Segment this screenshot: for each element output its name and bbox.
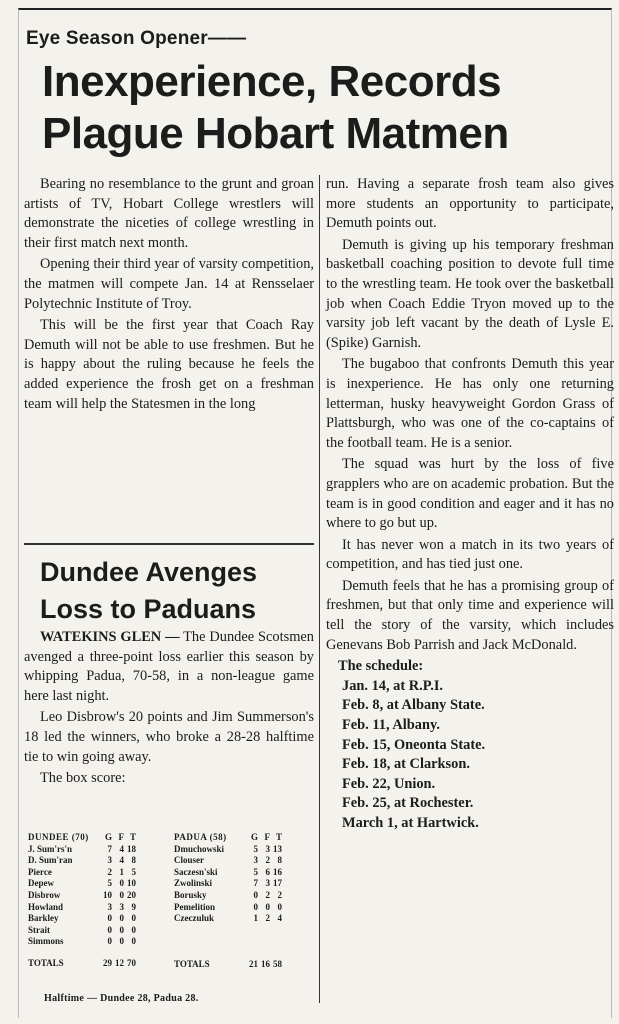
- team-header-row: [28, 832, 136, 844]
- team-name: PADUA (58): [174, 832, 227, 842]
- schedule-list: [326, 677, 614, 834]
- paragraph: Opening their third year of varsity competition, the matmen will compete Jan. 14 at Rensselaer Polytechnic Institute of Troy.: [24, 256, 314, 312]
- player-stat: 0: [253, 901, 258, 912]
- player-stat: 0: [119, 936, 124, 947]
- player-row: [28, 844, 136, 856]
- schedule-item: Feb. 8, at Albany State.: [342, 697, 485, 714]
- headline: [42, 56, 612, 160]
- player-stat: 0: [131, 936, 136, 947]
- player-stat: 0: [107, 924, 112, 935]
- col-head: F: [118, 832, 124, 842]
- player-name: Clouser: [174, 855, 204, 866]
- schedule-heading: The schedule:: [338, 658, 424, 675]
- player-stat: 1: [253, 913, 258, 924]
- player-row: [174, 844, 282, 856]
- paragraph: The bugaboo that confronts Demuth this year is inexperience. He has only one returning letterman, husky heavyweight Gordon Grass of Plattsburgh, who was one of the co-captains of the football team. He is a senior.: [326, 356, 614, 451]
- player-row: [174, 867, 282, 879]
- player-row: [174, 890, 282, 902]
- col-head: F: [264, 832, 270, 842]
- player-stat: 2: [265, 855, 270, 866]
- box-score-padua: [174, 832, 282, 971]
- player-stat: 5: [253, 866, 258, 877]
- player-name: Pierce: [28, 866, 52, 877]
- schedule-item: Jan. 14, at R.P.I.: [342, 677, 444, 694]
- player-stat: 1: [119, 866, 124, 877]
- schedule-item: March 1, at Hartwick.: [342, 815, 479, 831]
- player-stat: 20: [127, 889, 136, 900]
- player-stat: 8: [131, 855, 136, 866]
- player-stat: 10: [103, 889, 112, 900]
- player-name: Borusky: [174, 889, 207, 900]
- player-stat: 3: [265, 878, 270, 889]
- player-stat: 0: [119, 878, 124, 889]
- col-head: T: [275, 832, 282, 842]
- player-stat: 8: [277, 855, 282, 866]
- player-stat: 10: [127, 878, 136, 889]
- headline-line-1: Inexperience, Records: [42, 57, 502, 106]
- player-row: [28, 936, 136, 948]
- player-stat: 9: [131, 901, 136, 912]
- schedule-item: Feb. 15, Oneonta State.: [342, 736, 486, 753]
- player-stat: 0: [119, 913, 124, 924]
- totals-label: TOTALS: [28, 958, 64, 969]
- totals-row: [174, 925, 282, 971]
- player-stat: 0: [131, 924, 136, 935]
- dundee-headline-line-1: Dundee Avenges: [40, 557, 258, 587]
- box-score-dundee: [28, 832, 136, 970]
- column-rule: [319, 175, 320, 1003]
- dundee-article: [24, 628, 314, 791]
- player-stat: 0: [131, 913, 136, 924]
- schedule-item: Feb. 22, Union.: [342, 775, 436, 792]
- player-row: [28, 878, 136, 890]
- col-head: G: [104, 832, 112, 842]
- player-stat: 4: [277, 913, 282, 924]
- dundee-headline: [40, 554, 318, 628]
- player-stat: 3: [107, 855, 112, 866]
- player-stat: 0: [119, 924, 124, 935]
- player-name: Zwolinski: [174, 878, 213, 889]
- player-name: Saczesn'ski: [174, 866, 218, 877]
- player-stat: 4: [119, 855, 124, 866]
- player-row: [28, 855, 136, 867]
- team-header-row: [174, 832, 282, 844]
- player-stat: 7: [253, 878, 258, 889]
- schedule-item: Feb. 11, Albany.: [342, 717, 440, 734]
- player-name: Simmons: [28, 936, 64, 947]
- paragraph: Demuth is giving up his temporary freshman basketball coaching position to devote full time to the wrestling team. He took over the basketball job when Coach Eddie Tryon moved up to the varsity job left vacant by the death of Lysle E. (Spike) Garnish.: [326, 236, 614, 351]
- player-stat: 0: [253, 889, 258, 900]
- player-row: [28, 913, 136, 925]
- halftime-score: Halftime — Dundee 28, Padua 28.: [44, 993, 199, 1004]
- player-stat: 5: [107, 878, 112, 889]
- team-name: DUNDEE (70): [28, 832, 89, 842]
- player-stat: 2: [265, 913, 270, 924]
- player-name: Howland: [28, 901, 64, 912]
- player-row: [174, 913, 282, 925]
- box-score-label: The box score:: [40, 770, 126, 787]
- paragraph: Bearing no resemblance to the grunt and groan artists of TV, Hobart College wrestlers will demonstrate the niceties of college wrestling in their first match next month.: [24, 176, 314, 251]
- player-stat: 5: [131, 866, 136, 877]
- player-stat: 5: [253, 843, 258, 854]
- player-stat: 7: [107, 843, 112, 854]
- player-row: [28, 902, 136, 914]
- player-stat: 0: [277, 901, 282, 912]
- totals-value: 16: [261, 959, 270, 970]
- player-row: [174, 855, 282, 867]
- paragraph: [24, 628, 314, 706]
- player-stat: 2: [277, 889, 282, 900]
- player-name: Barkley: [28, 913, 59, 924]
- player-stat: 13: [273, 843, 282, 854]
- player-stat: 0: [119, 889, 124, 900]
- paragraph: run. Having a separate frosh team also gives more students an opportunity to participate, Demuth points out.: [326, 176, 614, 232]
- player-name: Dmuchowski: [174, 843, 225, 854]
- paragraph: Demuth feels that he has a promising group of freshmen, but that only time and experience will tell the story of the varsity, which includes Genevans Bob Parrish and Jack McDonald.: [326, 577, 614, 653]
- player-name: Czeczuluk: [174, 913, 214, 924]
- player-row: [28, 867, 136, 879]
- player-stat: 16: [273, 866, 282, 877]
- totals-value: 12: [115, 958, 124, 969]
- paragraph: Leo Disbrow's 20 points and Jim Summerson's 18 led the winners, who broke a 28-28 halftime tie to win going away.: [24, 709, 314, 765]
- player-stat: 3: [107, 901, 112, 912]
- paragraph: The squad was hurt by the loss of five grapplers who are on academic probation. But the team is in good condition and eager and it has no where to go but up.: [326, 456, 614, 532]
- section-divider: [24, 543, 314, 545]
- player-name: Depew: [28, 878, 54, 889]
- col-head: G: [250, 832, 258, 842]
- player-row: [28, 925, 136, 937]
- player-stat: 17: [273, 878, 282, 889]
- player-stat: 0: [265, 901, 270, 912]
- player-stat: 6: [265, 866, 270, 877]
- wrestling-column-right: [326, 175, 614, 834]
- totals-value: 70: [127, 958, 136, 969]
- totals-value: 29: [103, 958, 112, 969]
- player-stat: 0: [107, 936, 112, 947]
- player-name: Strait: [28, 924, 50, 935]
- wrestling-column-left: [24, 175, 314, 416]
- player-name: J. Sum'rs'n: [28, 843, 73, 854]
- totals-value: 21: [249, 959, 258, 970]
- kicker: Eye Season Opener——: [26, 28, 247, 49]
- player-name: Pemelition: [174, 901, 215, 912]
- player-stat: 3: [253, 855, 258, 866]
- col-head: T: [129, 832, 136, 842]
- player-stat: 18: [127, 843, 136, 854]
- dundee-headline-line-2: Loss to Paduans: [40, 594, 257, 624]
- totals-label: TOTALS: [174, 959, 210, 970]
- dateline: WATEKINS GLEN —: [40, 629, 180, 645]
- headline-line-2: Plague Hobart Matmen: [42, 109, 509, 158]
- player-row: [28, 890, 136, 902]
- paragraph: It has never won a match in its two years of competition, and has tied just one.: [326, 536, 614, 573]
- player-stat: 2: [265, 889, 270, 900]
- lead-text: The Dundee Scotsmen avenged a three-point loss earlier this season by whipping Padua, 70-58, in a non-league game here last night.: [24, 629, 314, 704]
- player-stat: 4: [119, 843, 124, 854]
- player-name: D. Sum'ran: [28, 855, 73, 866]
- player-stat: 3: [265, 843, 270, 854]
- totals-row: [28, 948, 136, 970]
- player-stat: 0: [107, 913, 112, 924]
- player-stat: 2: [107, 866, 112, 877]
- schedule-item: Feb. 25, at Rochester.: [342, 795, 474, 812]
- player-stat: 3: [119, 901, 124, 912]
- player-row: [174, 902, 282, 914]
- totals-value: 58: [273, 959, 282, 970]
- schedule-item: Feb. 18, at Clarkson.: [342, 756, 470, 773]
- player-name: Disbrow: [28, 889, 61, 900]
- player-row: [174, 878, 282, 890]
- paragraph: This will be the first year that Coach Ray Demuth will not be able to use freshmen. But he is happy about the ruling because he feels the added experience the frosh get on a freshman team will help the Statesmen in the long: [24, 317, 314, 412]
